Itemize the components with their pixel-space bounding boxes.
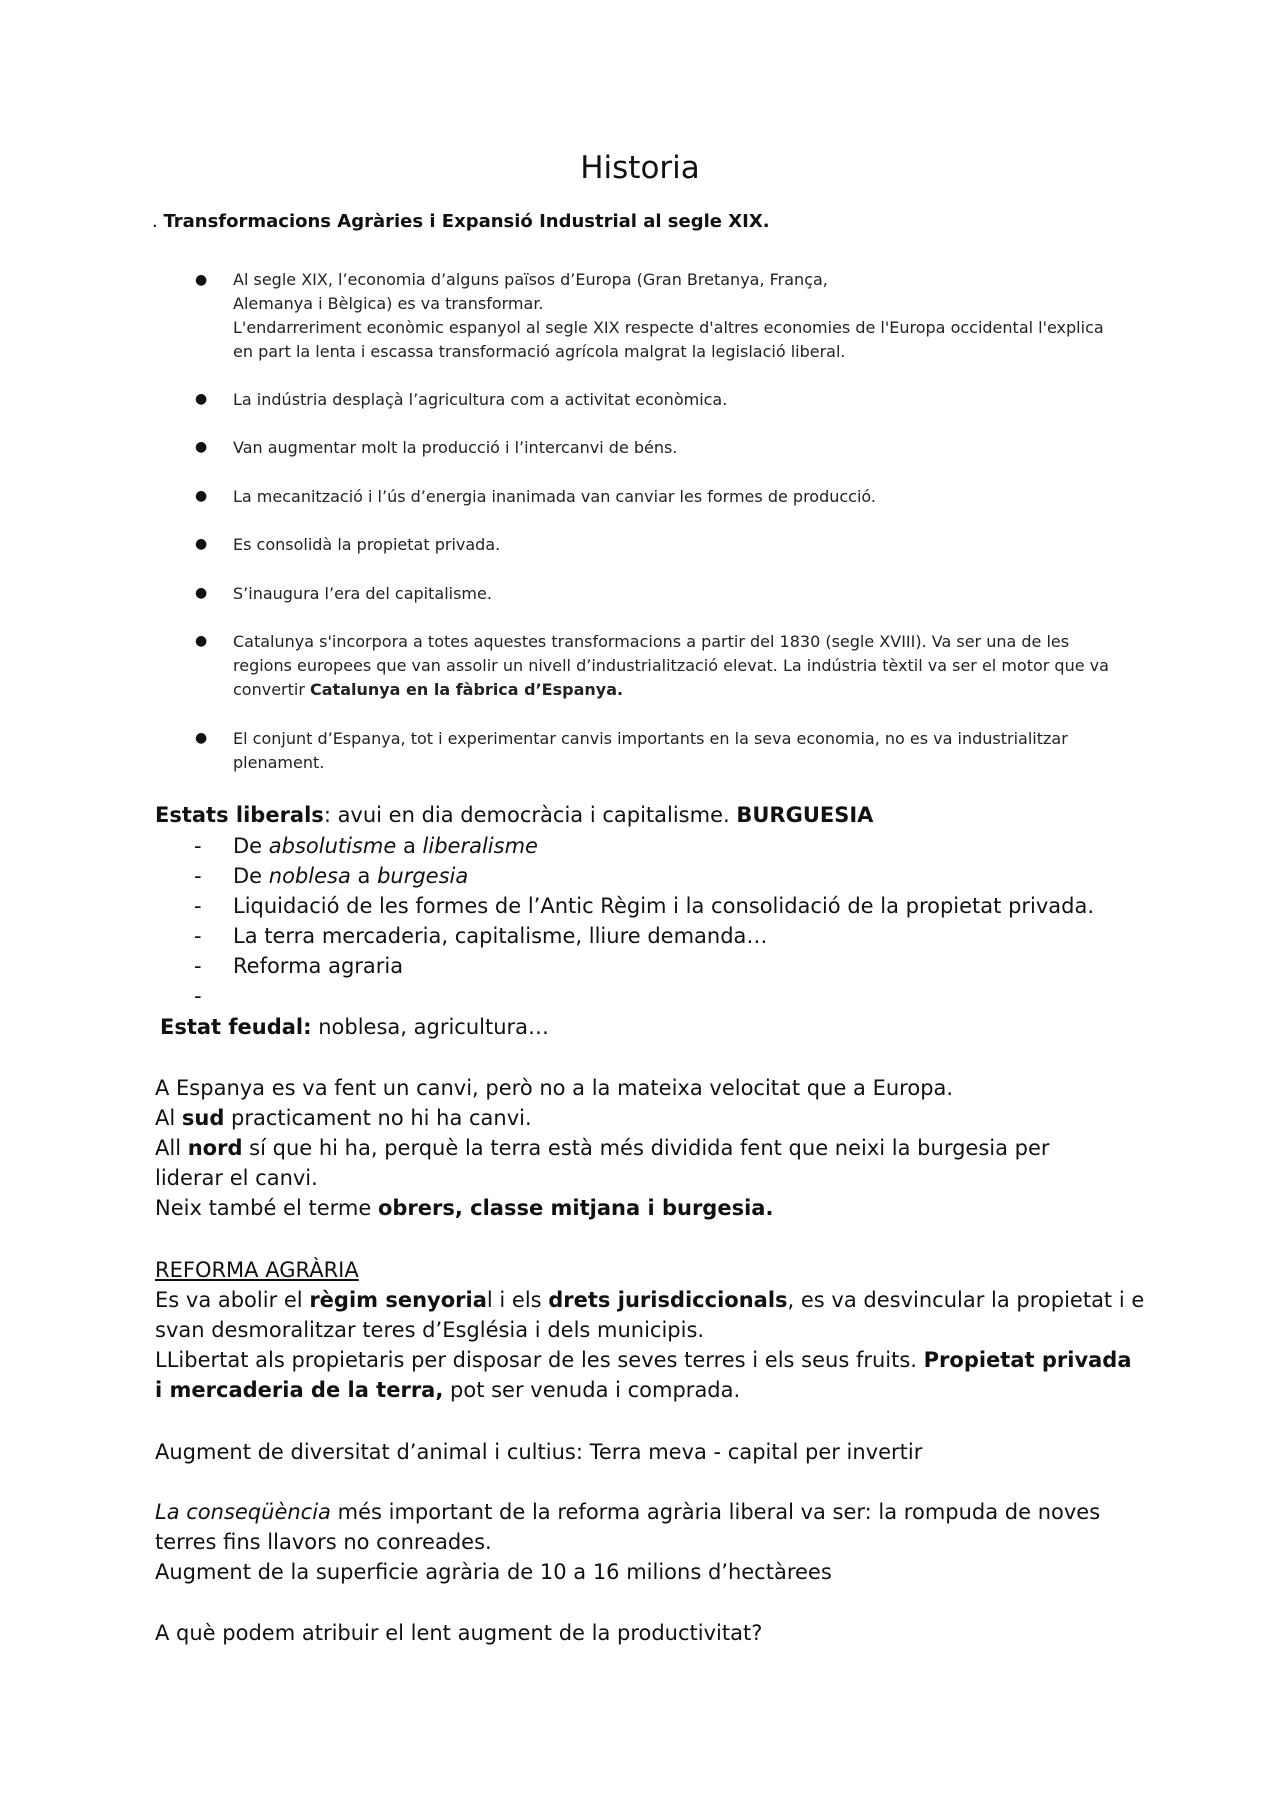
text: pot ser venuda i comprada. [443, 1378, 741, 1402]
bullet-dot: ● [195, 633, 208, 649]
estats-item-2 [233, 861, 1173, 891]
section-subtitle [152, 211, 770, 232]
bold-text: i mercaderia de la terra, [155, 1378, 444, 1402]
bullet-item-2: La indústria desplaçà l’agricultura com a activitat econòmica. [233, 390, 728, 409]
text: l i els [486, 1288, 549, 1312]
dash-marker: - [194, 984, 202, 1008]
bullet-item-6: S’inaugura l’era del capitalisme. [233, 584, 492, 603]
item-italic: burgesia [377, 864, 469, 888]
estats-item-1 [233, 831, 1173, 861]
item-italic: absolutisme [268, 834, 397, 858]
bullet-item-5: Es consolidà la propietat privada. [233, 535, 501, 554]
paragraph-line [155, 1375, 1155, 1405]
bullet-line: Alemanya i Bèlgica) es va transformar. [233, 294, 544, 313]
bullet-item-3: Van augmentar molt la producció i l’intercanvi de béns. [233, 438, 678, 457]
item-text: a [396, 834, 423, 858]
bold-text: nord [187, 1136, 243, 1160]
page-title: Historia [580, 150, 700, 186]
paragraph-line: Augment de la superficie agrària de 10 a 16 milions d’hectàrees [155, 1560, 832, 1584]
bullet-dot: ● [195, 536, 208, 552]
paragraph-line [155, 1103, 1155, 1133]
feudal-rest: noblesa, agricultura… [311, 1015, 550, 1039]
bold-text: drets jurisdiccionals [548, 1288, 788, 1312]
estats-item-3: Liquidació de les formes de l’Antic Règim i la consolidació de la propietat privada. [233, 894, 1095, 918]
paragraph-line [155, 1345, 1155, 1375]
paragraph-line: A Espanya es va fent un canvi, però no a la mateixa velocitat que a Europa. [155, 1076, 954, 1100]
paragraph-line [155, 1285, 1155, 1315]
bold-text: règim senyoria [309, 1288, 487, 1312]
dash-marker: - [194, 894, 202, 918]
bullet-line: L'endarreriment econòmic espanyol al segle XIX respecte d'altres economies de l'Europa occidental l'explica [233, 318, 1104, 337]
item-text: De [233, 834, 269, 858]
estats-tag: BURGUESIA [736, 803, 874, 827]
paragraph-line [155, 1497, 1155, 1527]
augment-line: Augment de diversitat d’animal i cultius: Terra meva - capital per invertir [155, 1440, 923, 1464]
text: Al [155, 1106, 182, 1130]
text: sí que hi ha, perquè la terra està més dividida fent que neixi la burgesia per [242, 1136, 1050, 1160]
question-line: A què podem atribuir el lent augment de la productivitat? [155, 1621, 763, 1645]
paragraph-line: terres fins llavors no conreades. [155, 1530, 492, 1554]
subtitle-prefix: . [152, 211, 164, 232]
text: més important de la reforma agrària liberal va ser: la rompuda de noves [330, 1500, 1101, 1524]
dash-marker: - [194, 954, 202, 978]
paragraph-line: liderar el canvi. [155, 1166, 318, 1190]
bold-text: sud [181, 1106, 225, 1130]
text: practicament no hi ha canvi. [224, 1106, 532, 1130]
feudal-label: Estat feudal: [160, 1015, 312, 1039]
paragraph-line [155, 1193, 1155, 1223]
text: All [155, 1136, 188, 1160]
text: , es va desvincular la propietat i e [787, 1288, 1145, 1312]
estats-item-4: La terra mercaderia, capitalisme, lliure demanda… [233, 924, 768, 948]
estats-liberals-heading [155, 800, 1155, 830]
italic-text: La conseqüència [155, 1500, 331, 1524]
bullet-item-1 [233, 268, 1173, 364]
bullet-line: Al segle XIX, l’economia d’alguns països d’Europa (Gran Bretanya, França, [233, 270, 828, 289]
bullet-item-7 [233, 630, 1173, 702]
bullet-line: El conjunt d’Espanya, tot i experimentar canvis importants en la seva economia, no es va industrialitzar [233, 729, 1068, 748]
bullet-dot: ● [195, 585, 208, 601]
bullet-line: plenament. [233, 753, 325, 772]
bullet-bold-text: Catalunya en la fàbrica d’Espanya. [310, 680, 624, 699]
consequencia-paragraph [155, 1497, 1155, 1587]
bullet-item-4: La mecanització i l’ús d’energia inanimada van canviar les formes de producció. [233, 487, 877, 506]
bullet-line: regions europees que van assolir un nivell d’industrialització elevat. La indústria tèxtil va ser el motor que va [233, 656, 1109, 675]
bullet-dot: ● [195, 488, 208, 504]
dash-marker: - [194, 924, 202, 948]
bullet-dot: ● [195, 272, 208, 288]
bullet-line [233, 678, 1173, 702]
item-text: De [233, 864, 269, 888]
item-italic: liberalisme [422, 834, 538, 858]
estat-feudal-line [160, 1012, 1160, 1042]
bullet-line: en part la lenta i escassa transformació agrícola malgrat la legislació liberal. [233, 342, 846, 361]
subtitle-text: Transformacions Agràries i Expansió Industrial al segle XIX. [163, 211, 770, 232]
text: Neix també el terme [155, 1196, 378, 1220]
reforma-paragraph [155, 1285, 1155, 1405]
paragraph-line: svan desmoralitzar teres d’Església i dels municipis. [155, 1318, 705, 1342]
text: Es va abolir el [155, 1288, 310, 1312]
estats-label: Estats liberals [155, 803, 324, 827]
dash-marker: - [194, 864, 202, 888]
bullet-dot: ● [195, 730, 208, 746]
estats-item-5: Reforma agraria [233, 954, 404, 978]
bullet-dot: ● [195, 391, 208, 407]
bullet-text: convertir [233, 680, 310, 699]
item-italic: noblesa [268, 864, 351, 888]
item-text: a [350, 864, 378, 888]
bold-text: obrers, classe mitjana i burgesia. [377, 1196, 774, 1220]
bullet-line: Catalunya s'incorpora a totes aquestes transformacions a partir del 1830 (segle XVIII). Va ser una de les [233, 632, 1070, 651]
dash-marker: - [194, 834, 202, 858]
estats-rest: : avui en dia democràcia i capitalisme. [323, 803, 737, 827]
espanya-paragraph [155, 1073, 1155, 1223]
bold-text: Propietat privada [923, 1348, 1132, 1372]
paragraph-line [155, 1133, 1155, 1163]
reforma-heading: REFORMA AGRÀRIA [155, 1258, 359, 1282]
text: LLibertat als propietaris per disposar de les seves terres i els seus fruits. [155, 1348, 924, 1372]
bullet-dot: ● [195, 439, 208, 455]
bullet-item-8 [233, 727, 1173, 775]
